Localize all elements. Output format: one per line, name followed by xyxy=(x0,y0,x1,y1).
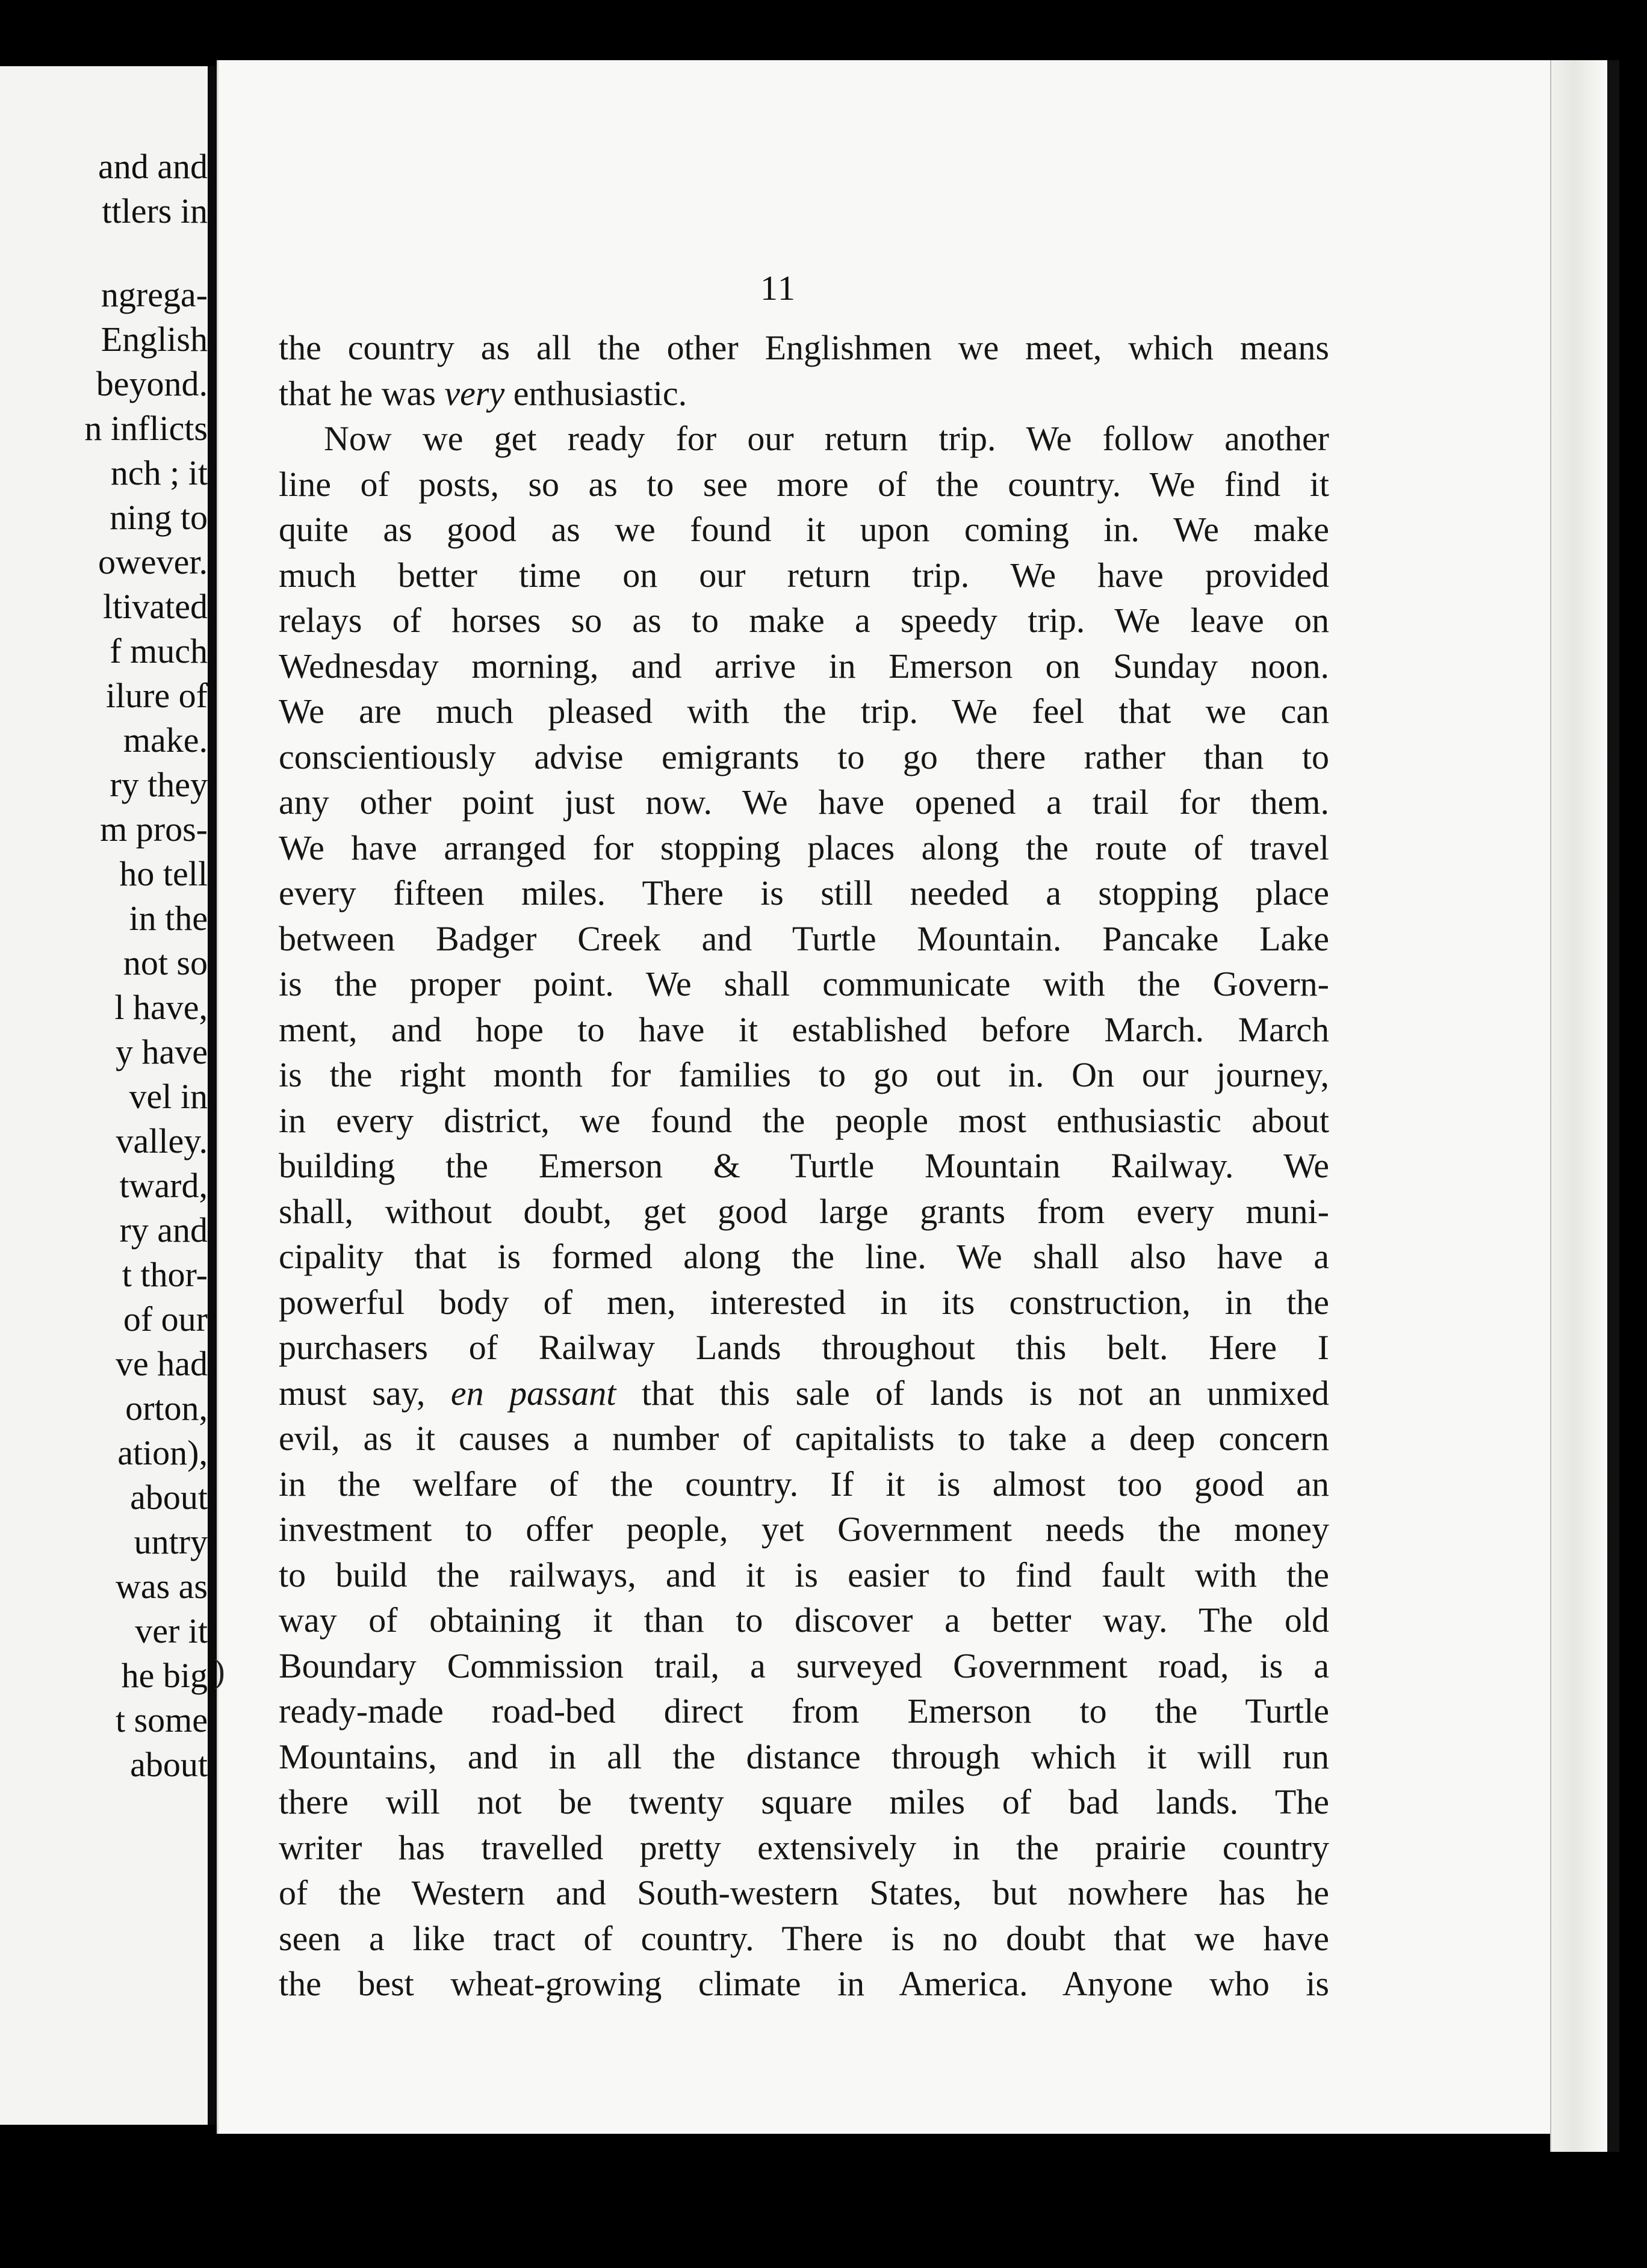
facing-page-line: about xyxy=(130,1745,208,1784)
facing-page-line: in the xyxy=(129,899,208,938)
text-run: between Badger Creek and Turtle Mountain. Pancake Lake xyxy=(279,919,1329,958)
text-run: seen a like tract of country. There is no doubt that we have xyxy=(279,1918,1329,1958)
text-line xyxy=(279,1052,1329,1098)
text-run: way of obtaining it than to discover a better way. The old xyxy=(279,1600,1329,1640)
text-line xyxy=(279,1597,1329,1643)
facing-page-line: was as xyxy=(115,1567,208,1606)
text-run: in every district, we found the people most enthusiastic about xyxy=(279,1100,1329,1140)
text-line xyxy=(279,1643,1329,1689)
text-line xyxy=(279,462,1329,507)
text-run: in the welfare of the country. If it is almost too good an xyxy=(279,1464,1329,1504)
facing-page-line: beyond. xyxy=(96,364,208,403)
facing-page-line: ry they xyxy=(110,765,208,804)
text-line xyxy=(279,1461,1329,1507)
facing-page-line: ve had xyxy=(116,1344,208,1383)
facing-page-line: ning to xyxy=(110,498,208,537)
edge-shadow xyxy=(1607,60,1619,2152)
facing-page-line: f much xyxy=(110,631,208,671)
text-run: quite as good as we found it upon coming in. We make xyxy=(279,510,1329,549)
text-line xyxy=(279,1552,1329,1598)
facing-page-line: ngrega- xyxy=(101,275,208,314)
text-run: any other point just now. We have opened a trail for them. xyxy=(279,782,1329,822)
text-line xyxy=(279,1143,1329,1189)
text-line xyxy=(279,598,1329,643)
text-line xyxy=(279,1325,1329,1371)
text-run: relays of horses so as to make a speedy trip. We leave on xyxy=(279,601,1329,640)
text-line xyxy=(279,416,1329,462)
text-line xyxy=(279,1234,1329,1280)
facing-page-line: orton, xyxy=(125,1389,208,1428)
text-line xyxy=(279,643,1329,689)
text-run: shall, without doubt, get good large grants from every muni- xyxy=(279,1191,1329,1231)
italic-run: en passant xyxy=(450,1373,616,1413)
text-line xyxy=(279,779,1329,825)
text-line xyxy=(279,1779,1329,1825)
text-line xyxy=(279,1007,1329,1053)
text-run: ready-made road-bed direct from Emerson to the Turtle xyxy=(279,1691,1329,1730)
facing-page-line: ttlers in xyxy=(102,191,208,231)
text-run: evil, as it causes a number of capitalists to take a deep concern xyxy=(279,1419,1329,1458)
page-number: 11 xyxy=(760,268,796,308)
facing-page-line: ltivated xyxy=(103,587,208,626)
text-run: of the Western and South-western States, but nowhere has he xyxy=(279,1873,1329,1912)
text-run: building the Emerson & Turtle Mountain Railway. We xyxy=(279,1146,1329,1185)
text-run: every fifteen miles. There is still needed a stopping place xyxy=(279,873,1329,912)
facing-page-line: m pros- xyxy=(100,810,208,849)
facing-page-fragment xyxy=(0,66,209,2125)
text-run: Now we get ready for our return trip. We follow another xyxy=(324,419,1329,458)
text-line xyxy=(279,1371,1329,1416)
facing-page-line: ation), xyxy=(117,1433,208,1472)
text-line xyxy=(279,870,1329,916)
text-run: writer has travelled pretty extensively in the prairie country xyxy=(279,1827,1329,1867)
text-line xyxy=(279,825,1329,871)
book-page xyxy=(214,60,1555,2134)
text-line xyxy=(279,1734,1329,1780)
text-run: much better time on our return trip. We have provided xyxy=(279,555,1329,595)
text-line xyxy=(279,1916,1329,1962)
text-run: to build the railways, and it is easier to find fault with the xyxy=(279,1555,1329,1594)
text-line xyxy=(279,1961,1329,2007)
text-line xyxy=(279,961,1329,1007)
text-run: there will not be twenty square miles of bad lands. The xyxy=(279,1782,1329,1821)
text-line xyxy=(279,1098,1329,1144)
facing-page-line: vel in xyxy=(129,1077,208,1116)
text-line xyxy=(279,1870,1329,1916)
text-run: conscientiously advise emigrants to go there rather than to xyxy=(279,737,1329,776)
facing-page-line: t thor- xyxy=(122,1255,208,1294)
facing-page-line: he big xyxy=(121,1656,208,1695)
page-stack-edge xyxy=(1550,60,1610,2152)
facing-page-line: about xyxy=(130,1478,208,1517)
text-run: the country as all the other Englishmen we meet, which means xyxy=(279,328,1329,367)
text-line xyxy=(279,553,1329,598)
body-text xyxy=(279,325,1329,2007)
text-run: enthusiastic. xyxy=(504,373,687,413)
text-run: that this sale of lands is not an unmixed xyxy=(616,1373,1329,1413)
italic-run: very xyxy=(444,373,505,413)
facing-page-line: untry xyxy=(134,1522,208,1561)
facing-page-line: y have xyxy=(116,1032,208,1071)
text-run: is the proper point. We shall communicate with the Govern- xyxy=(279,964,1329,1003)
text-line xyxy=(279,1688,1329,1734)
facing-page-line: n inflicts xyxy=(84,409,208,448)
text-run: Boundary Commission trail, a surveyed Government road, is a xyxy=(279,1646,1329,1685)
facing-page-line: make. xyxy=(123,720,208,760)
text-line xyxy=(279,1825,1329,1871)
facing-page-line: and and xyxy=(98,147,208,186)
text-run: line of posts, so as to see more of the country. We find it xyxy=(279,464,1329,504)
text-run: Mountains, and in all the distance through which it will run xyxy=(279,1737,1329,1776)
facing-page-line: of our xyxy=(123,1300,208,1339)
text-line xyxy=(279,1507,1329,1552)
text-run: must say, xyxy=(279,1373,451,1413)
text-run: powerful body of men, interested in its construction, in the xyxy=(279,1282,1329,1322)
text-line xyxy=(279,1280,1329,1325)
facing-page-line: ho tell xyxy=(119,854,208,893)
text-run: We are much pleased with the trip. We feel that we can xyxy=(279,692,1329,731)
facing-page-line: not so xyxy=(123,943,208,982)
margin-mark: ) xyxy=(214,1653,225,1690)
facing-page-line: valley. xyxy=(116,1121,208,1160)
facing-page-line: tward, xyxy=(119,1166,208,1205)
facing-page-line: English xyxy=(101,320,208,359)
text-line xyxy=(279,325,1329,371)
text-run: the best wheat-growing climate in America. Anyone who is xyxy=(279,1964,1329,2003)
text-run: purchasers of Railway Lands throughout this belt. Here I xyxy=(279,1328,1329,1367)
facing-page-line: nch ; it xyxy=(110,453,208,492)
facing-page-line: l have, xyxy=(114,988,208,1027)
text-line xyxy=(279,916,1329,962)
facing-page-line: ry and xyxy=(119,1210,208,1250)
book-gutter xyxy=(208,66,217,2125)
facing-page-line: ver it xyxy=(135,1611,208,1650)
text-line xyxy=(279,1416,1329,1461)
text-run: that he was xyxy=(279,373,445,413)
text-run: We have arranged for stopping places along the route of travel xyxy=(279,828,1329,867)
facing-page-line: owever. xyxy=(98,542,208,581)
text-run: investment to offer people, yet Government needs the money xyxy=(279,1510,1329,1549)
text-run: ment, and hope to have it established before March. March xyxy=(279,1009,1329,1049)
text-line xyxy=(279,689,1329,734)
text-run: is the right month for families to go out in. On our journey, xyxy=(279,1055,1329,1094)
facing-page-line: ilure of xyxy=(105,676,208,715)
text-run: Wednesday morning, and arrive in Emerson on Sunday noon. xyxy=(279,646,1329,686)
text-run: cipality that is formed along the line. We shall also have a xyxy=(279,1237,1329,1276)
text-line xyxy=(279,1189,1329,1235)
text-line xyxy=(279,734,1329,780)
text-line xyxy=(279,507,1329,553)
text-line xyxy=(279,371,1329,417)
facing-page-line: t some xyxy=(115,1700,208,1740)
